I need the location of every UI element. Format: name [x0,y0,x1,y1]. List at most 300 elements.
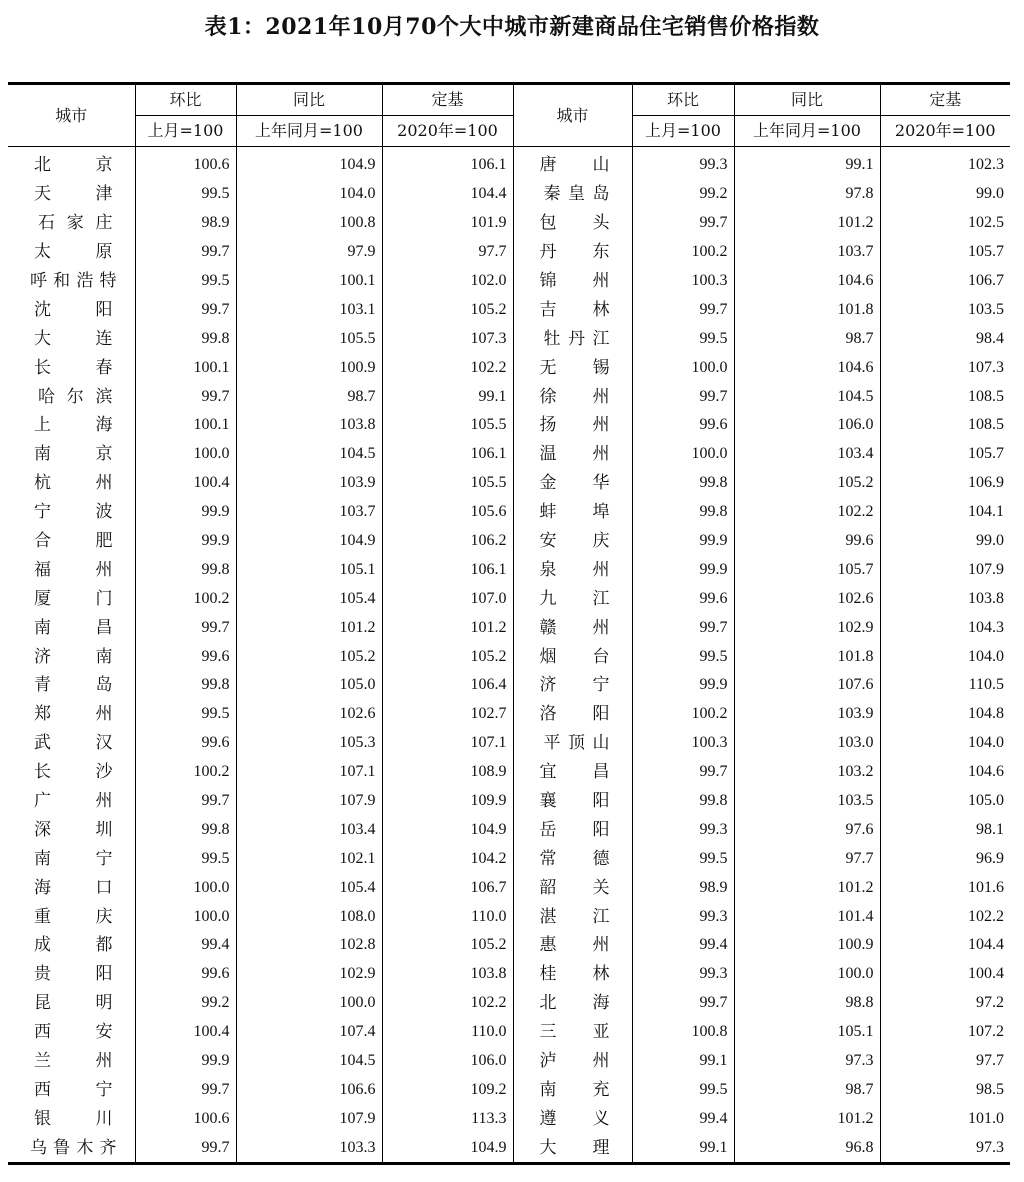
right-city-cell: 常 德 [513,844,632,873]
table-row [8,642,1010,671]
left-mom-cell: 99.7 [135,787,236,816]
right-yoy-cell: 103.4 [734,440,880,469]
right-city-cell: 三 亚 [513,1018,632,1047]
left-base-cell: 105.5 [382,469,513,498]
right-base-cell: 107.9 [968,560,1004,578]
table-row [8,815,1010,844]
right-city-cell: 锦 州 [513,267,632,296]
left-mom-cell: 99.5 [135,844,236,873]
table-row [8,758,1010,787]
header-city-right: 城市 [513,84,632,147]
left-yoy-cell: 103.9 [236,469,382,498]
left-base-cell: 105.5 [382,411,513,440]
right-yoy-cell: 101.4 [734,902,880,931]
right-base-cell: 99.0 [976,185,1004,203]
left-base-cell: 97.7 [382,238,513,267]
right-yoy-cell: 104.6 [734,267,880,296]
left-base-cell: 102.2 [382,353,513,382]
right-yoy-cell: 103.0 [734,729,880,758]
left-city-cell: 长 春 [8,353,135,382]
left-city-cell: 广 州 [8,787,135,816]
left-mom-cell: 99.7 [135,238,236,267]
right-city-cell: 北 海 [513,989,632,1018]
left-yoy-cell: 107.4 [236,1018,382,1047]
left-city-cell: 福 州 [8,555,135,584]
right-mom-cell: 99.4 [632,1104,734,1133]
header-yoy-left: 同比 [236,84,382,116]
left-mom-cell: 99.8 [135,671,236,700]
header-city-left: 城市 [8,84,135,147]
left-base-cell: 105.2 [382,642,513,671]
right-yoy-cell: 100.9 [734,931,880,960]
table-row [8,989,1010,1018]
left-mom-cell: 100.2 [135,584,236,613]
left-city-cell: 石家庄 [8,209,135,238]
right-mom-cell: 100.3 [632,267,734,296]
right-city-cell: 襄 阳 [513,787,632,816]
right-base-cell: 105.7 [968,445,1004,463]
left-city-cell: 海 口 [8,873,135,902]
right-mom-cell: 99.1 [632,1047,734,1076]
right-base-cell: 104.1 [968,503,1004,521]
right-mom-cell: 99.6 [632,584,734,613]
left-city-cell: 重 庆 [8,902,135,931]
right-city-cell: 大 理 [513,1133,632,1163]
right-mom-cell: 100.8 [632,1018,734,1047]
table-row [8,324,1010,353]
right-base-cell: 101.0 [968,1109,1004,1127]
right-base-cell: 104.0 [968,734,1004,752]
left-yoy-cell: 101.2 [236,613,382,642]
right-mom-cell: 99.8 [632,469,734,498]
table-row [8,902,1010,931]
right-yoy-cell: 103.5 [734,787,880,816]
right-city-cell: 无 锡 [513,353,632,382]
table-row [8,584,1010,613]
left-mom-cell: 100.0 [135,440,236,469]
table-row [8,498,1010,527]
right-city-cell: 泉 州 [513,555,632,584]
left-city-cell: 银 川 [8,1104,135,1133]
right-mom-cell: 100.0 [632,440,734,469]
left-city-cell: 深 圳 [8,815,135,844]
right-yoy-cell: 102.6 [734,584,880,613]
left-mom-cell: 100.2 [135,758,236,787]
right-yoy-cell: 105.7 [734,555,880,584]
left-yoy-cell: 104.0 [236,180,382,209]
left-city-cell: 武 汉 [8,729,135,758]
right-yoy-cell: 103.7 [734,238,880,267]
left-city-cell: 上 海 [8,411,135,440]
right-yoy-cell: 98.8 [734,989,880,1018]
left-city-cell: 济 南 [8,642,135,671]
left-city-cell: 青 岛 [8,671,135,700]
right-mom-cell: 99.5 [632,642,734,671]
left-mom-cell: 99.6 [135,960,236,989]
left-base-cell: 104.9 [382,815,513,844]
left-mom-cell: 99.5 [135,267,236,296]
right-mom-cell: 98.9 [632,873,734,902]
right-yoy-cell: 97.3 [734,1047,880,1076]
right-base-cell: 107.2 [968,1023,1004,1041]
left-mom-cell: 100.0 [135,902,236,931]
left-yoy-cell: 102.9 [236,960,382,989]
left-base-cell: 106.0 [382,1047,513,1076]
left-base-cell: 103.8 [382,960,513,989]
left-city-cell: 西 安 [8,1018,135,1047]
right-mom-cell: 99.5 [632,324,734,353]
right-base-cell: 104.6 [968,763,1004,781]
table-row [8,1076,1010,1105]
header-base-right: 定基 [880,84,1010,116]
left-base-cell: 104.4 [382,180,513,209]
table-row [8,671,1010,700]
right-city-cell: 平顶山 [513,729,632,758]
left-base-cell: 105.6 [382,498,513,527]
left-base-cell: 104.9 [382,1133,513,1163]
right-yoy-cell: 98.7 [734,1076,880,1105]
right-mom-cell: 99.9 [632,527,734,556]
left-mom-cell: 100.1 [135,411,236,440]
left-city-cell: 太 原 [8,238,135,267]
right-base-cell: 102.5 [968,214,1004,232]
right-city-cell: 宜 昌 [513,758,632,787]
left-base-cell: 107.1 [382,729,513,758]
left-yoy-cell: 103.1 [236,295,382,324]
left-mom-cell: 100.6 [135,1104,236,1133]
left-yoy-cell: 100.1 [236,267,382,296]
price-index-table [8,82,1010,1165]
right-city-cell: 九 江 [513,584,632,613]
right-yoy-cell: 105.1 [734,1018,880,1047]
right-base-cell: 106.9 [968,474,1004,492]
left-yoy-cell: 103.4 [236,815,382,844]
left-mom-cell: 100.1 [135,353,236,382]
table-row [8,873,1010,902]
left-city-cell: 哈尔滨 [8,382,135,411]
left-mom-cell: 99.7 [135,1133,236,1163]
table-row [8,1047,1010,1076]
right-base-cell: 108.5 [968,387,1004,405]
right-mom-cell: 99.9 [632,555,734,584]
right-mom-cell: 99.8 [632,498,734,527]
left-yoy-cell: 105.5 [236,324,382,353]
table-row [8,295,1010,324]
left-yoy-cell: 104.5 [236,440,382,469]
left-yoy-cell: 105.4 [236,873,382,902]
left-yoy-cell: 103.3 [236,1133,382,1163]
right-yoy-cell: 96.8 [734,1133,880,1163]
left-mom-cell: 99.7 [135,382,236,411]
right-yoy-cell: 97.7 [734,844,880,873]
right-base-cell: 97.7 [976,1052,1004,1070]
left-yoy-cell: 100.8 [236,209,382,238]
right-mom-cell: 100.2 [632,700,734,729]
right-city-cell: 南 充 [513,1076,632,1105]
left-base-cell: 104.2 [382,844,513,873]
right-city-cell: 韶 关 [513,873,632,902]
header-mom-sub-left: 上月=100 [135,116,236,147]
table-row [8,238,1010,267]
right-city-cell: 洛 阳 [513,700,632,729]
left-yoy-cell: 100.9 [236,353,382,382]
right-city-cell: 烟 台 [513,642,632,671]
table-title: 表1：2021年10月70个大中城市新建商品住宅销售价格指数 [204,14,820,40]
left-mom-cell: 100.6 [135,147,236,180]
left-yoy-cell: 105.2 [236,642,382,671]
left-base-cell: 106.2 [382,527,513,556]
right-city-cell: 泸 州 [513,1047,632,1076]
left-mom-cell: 99.9 [135,1047,236,1076]
right-mom-cell: 100.3 [632,729,734,758]
right-mom-cell: 99.3 [632,960,734,989]
right-mom-cell: 99.3 [632,902,734,931]
right-base-cell: 96.9 [976,849,1004,867]
left-mom-cell: 99.8 [135,555,236,584]
right-city-cell: 扬 州 [513,411,632,440]
left-yoy-cell: 102.8 [236,931,382,960]
left-yoy-cell: 104.5 [236,1047,382,1076]
right-base-cell: 104.4 [968,936,1004,954]
table-row [8,527,1010,556]
right-base-cell: 103.5 [968,300,1004,318]
left-base-cell: 108.9 [382,758,513,787]
left-yoy-cell: 107.9 [236,1104,382,1133]
table-row [8,787,1010,816]
right-base-cell: 101.6 [968,878,1004,896]
right-city-cell: 吉 林 [513,295,632,324]
table-row [8,960,1010,989]
left-base-cell: 110.0 [382,1018,513,1047]
right-base-cell: 104.8 [968,705,1004,723]
left-city-cell: 杭 州 [8,469,135,498]
right-mom-cell: 99.3 [632,147,734,180]
left-yoy-cell: 104.9 [236,527,382,556]
right-mom-cell: 99.7 [632,382,734,411]
left-yoy-cell: 97.9 [236,238,382,267]
left-yoy-cell: 102.1 [236,844,382,873]
right-city-cell: 唐 山 [513,147,632,180]
right-mom-cell: 99.7 [632,295,734,324]
right-base-cell: 102.2 [968,907,1004,925]
left-base-cell: 101.2 [382,613,513,642]
left-mom-cell: 99.2 [135,989,236,1018]
left-yoy-cell: 104.9 [236,147,382,180]
right-city-cell: 赣 州 [513,613,632,642]
left-city-cell: 成 都 [8,931,135,960]
right-mom-cell: 99.7 [632,989,734,1018]
left-base-cell: 113.3 [382,1104,513,1133]
right-base-cell: 100.4 [968,965,1004,983]
table-row [8,729,1010,758]
left-city-cell: 南 宁 [8,844,135,873]
right-yoy-cell: 103.9 [734,700,880,729]
left-mom-cell: 99.7 [135,295,236,324]
left-yoy-cell: 100.0 [236,989,382,1018]
table-row [8,555,1010,584]
left-base-cell: 99.1 [382,382,513,411]
left-mom-cell: 99.5 [135,180,236,209]
right-city-cell: 遵 义 [513,1104,632,1133]
left-mom-cell: 99.4 [135,931,236,960]
right-yoy-cell: 102.2 [734,498,880,527]
right-city-cell: 金 华 [513,469,632,498]
table-row [8,844,1010,873]
header-yoy-right: 同比 [734,84,880,116]
right-yoy-cell: 101.2 [734,209,880,238]
header-base-sub-right: 2020年=100 [880,116,1010,147]
right-base-cell: 98.1 [976,820,1004,838]
left-mom-cell: 99.8 [135,815,236,844]
left-base-cell: 107.0 [382,584,513,613]
right-yoy-cell: 100.0 [734,960,880,989]
right-base-cell: 106.7 [968,272,1004,289]
left-base-cell: 109.2 [382,1076,513,1105]
header-base-left: 定基 [382,84,513,116]
right-yoy-cell: 99.6 [734,527,880,556]
right-yoy-cell: 99.1 [734,147,880,180]
right-base-cell: 102.3 [968,156,1004,174]
right-base-cell: 104.3 [968,618,1004,636]
right-base-cell: 98.5 [976,1080,1004,1098]
left-mom-cell: 99.8 [135,324,236,353]
right-base-cell: 103.8 [968,589,1004,607]
table-row [8,382,1010,411]
left-mom-cell: 99.7 [135,1076,236,1105]
right-city-cell: 丹 东 [513,238,632,267]
left-mom-cell: 99.6 [135,729,236,758]
table-row [8,700,1010,729]
left-yoy-cell: 105.3 [236,729,382,758]
right-mom-cell: 99.6 [632,411,734,440]
left-mom-cell: 100.4 [135,469,236,498]
right-yoy-cell: 97.6 [734,815,880,844]
left-base-cell: 106.1 [382,440,513,469]
right-yoy-cell: 103.2 [734,758,880,787]
left-mom-cell: 100.0 [135,873,236,902]
left-base-cell: 106.1 [382,555,513,584]
table-row [8,147,1010,180]
left-city-cell: 大 连 [8,324,135,353]
right-city-cell: 牡丹江 [513,324,632,353]
left-base-cell: 106.4 [382,671,513,700]
right-city-cell: 包 头 [513,209,632,238]
right-city-cell: 安 庆 [513,527,632,556]
left-city-cell: 呼和浩特 [8,267,135,296]
right-mom-cell: 99.5 [632,1076,734,1105]
left-base-cell: 106.1 [382,147,513,180]
right-city-cell: 湛 江 [513,902,632,931]
left-yoy-cell: 105.4 [236,584,382,613]
table-row [8,1018,1010,1047]
left-base-cell: 102.2 [382,989,513,1018]
right-mom-cell: 99.8 [632,787,734,816]
header-mom-left: 环比 [135,84,236,116]
left-city-cell: 长 沙 [8,758,135,787]
left-mom-cell: 99.9 [135,498,236,527]
header-yoy-sub-right: 上年同月=100 [734,116,880,147]
right-base-cell: 104.0 [968,647,1004,665]
right-yoy-cell: 101.2 [734,1104,880,1133]
left-city-cell: 天 津 [8,180,135,209]
left-base-cell: 107.3 [382,324,513,353]
left-yoy-cell: 107.9 [236,787,382,816]
header-mom-right: 环比 [632,84,734,116]
right-mom-cell: 99.7 [632,209,734,238]
right-mom-cell: 99.3 [632,815,734,844]
right-yoy-cell: 97.8 [734,180,880,209]
table-row [8,440,1010,469]
right-yoy-cell: 101.2 [734,873,880,902]
right-yoy-cell: 107.6 [734,671,880,700]
right-base-cell: 108.5 [968,416,1004,434]
right-city-cell: 岳 阳 [513,815,632,844]
left-city-cell: 合 肥 [8,527,135,556]
right-yoy-cell: 98.7 [734,324,880,353]
left-base-cell: 109.9 [382,787,513,816]
left-mom-cell: 99.7 [135,613,236,642]
left-base-cell: 110.0 [382,902,513,931]
left-city-cell: 郑 州 [8,700,135,729]
right-base-cell: 105.0 [968,792,1004,810]
right-mom-cell: 99.1 [632,1133,734,1163]
left-yoy-cell: 108.0 [236,902,382,931]
right-yoy-cell: 105.2 [734,469,880,498]
left-yoy-cell: 102.6 [236,700,382,729]
left-base-cell: 102.0 [382,267,513,296]
right-mom-cell: 100.0 [632,353,734,382]
left-mom-cell: 98.9 [135,209,236,238]
table-row [8,469,1010,498]
right-mom-cell: 99.7 [632,758,734,787]
table-row [8,267,1010,296]
right-base-cell: 98.4 [976,329,1004,347]
table-row [8,180,1010,209]
right-mom-cell: 99.4 [632,931,734,960]
right-mom-cell: 99.9 [632,671,734,700]
table-row [8,209,1010,238]
left-city-cell: 贵 阳 [8,960,135,989]
table-row [8,931,1010,960]
right-yoy-cell: 101.8 [734,642,880,671]
right-city-cell: 秦皇岛 [513,180,632,209]
left-city-cell: 厦 门 [8,584,135,613]
right-base-cell: 97.3 [880,1133,1010,1163]
right-mom-cell: 99.5 [632,844,734,873]
left-city-cell: 兰 州 [8,1047,135,1076]
header-yoy-sub-left: 上年同月=100 [236,116,382,147]
table-row [8,1133,1010,1163]
right-city-cell: 济 宁 [513,671,632,700]
right-yoy-cell: 102.9 [734,613,880,642]
left-city-cell: 南 京 [8,440,135,469]
right-mom-cell: 99.2 [632,180,734,209]
right-mom-cell: 99.7 [632,613,734,642]
left-yoy-cell: 105.1 [236,555,382,584]
right-city-cell: 惠 州 [513,931,632,960]
right-city-cell: 徐 州 [513,382,632,411]
left-city-cell: 宁 波 [8,498,135,527]
left-yoy-cell: 103.8 [236,411,382,440]
table-row [8,411,1010,440]
left-yoy-cell: 105.0 [236,671,382,700]
right-city-cell: 桂 林 [513,960,632,989]
left-yoy-cell: 103.7 [236,498,382,527]
left-city-cell: 乌鲁木齐 [8,1133,135,1163]
right-base-cell: 97.2 [976,994,1004,1012]
right-base-cell: 107.3 [968,358,1004,376]
left-city-cell: 西 宁 [8,1076,135,1105]
